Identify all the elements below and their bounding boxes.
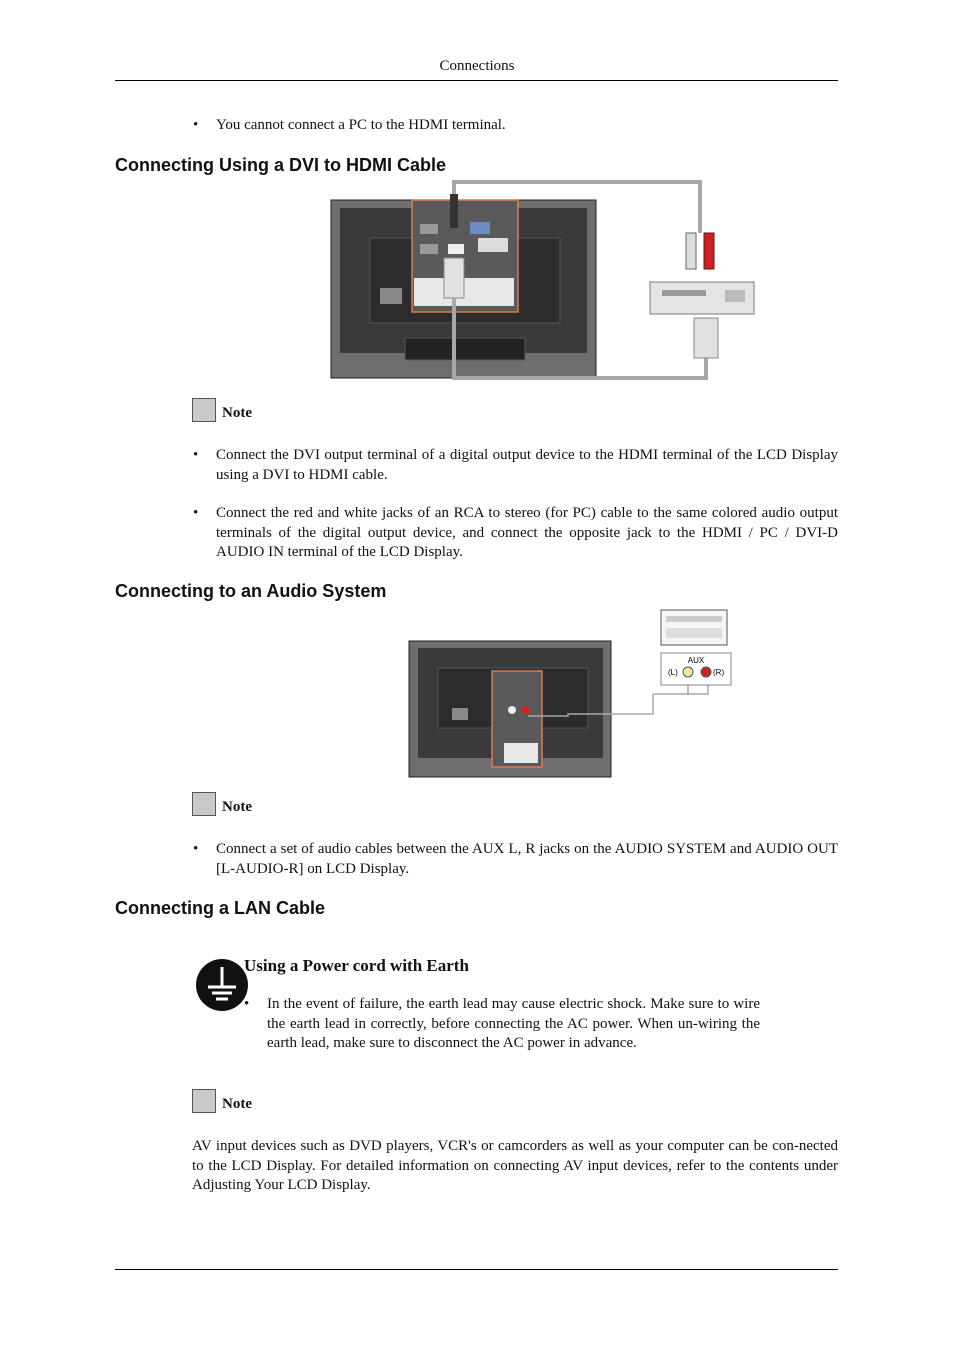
aux-right-label: (R)	[713, 668, 725, 677]
aux-label: AUX	[687, 656, 705, 665]
note-icon	[192, 1089, 216, 1113]
heading-lan-cable: Connecting a LAN Cable	[115, 898, 326, 918]
dvi-bullet-2-text: Connect the red and white jacks of an RCA to stereo (for PC) cable to the same colored audio output terminals of the digital output device, and connect the opposite jack to the HDMI / PC / DVI-D AUDIO IN terminal of the LCD Display.	[216, 505, 838, 560]
earth-ground-icon	[194, 957, 250, 1013]
note-label: Note	[222, 1096, 252, 1112]
audio-system-diagram	[408, 608, 733, 780]
note-dvi	[192, 398, 252, 422]
footer-rule	[115, 1269, 838, 1270]
dvi-bullet-2: • Connect the red and white jacks of an RCA to stereo (for PC) cable to the same colored audio output terminals of the digital output device, and connect the opposite jack to the HDMI / PC / DVI-D AUDIO IN terminal of the LCD Display.	[193, 505, 838, 560]
earth-bullet-text: In the event of failure, the earth lead may cause electric shock. Make sure to wire the earth lead in correctly, before connecting the AC power. When un-wiring the earth lead, make sure to disconnect the AC power in advance.	[267, 996, 760, 1051]
intro-bullet: • You cannot connect a PC to the HDMI terminal.	[193, 117, 506, 133]
note-lan	[192, 1089, 252, 1113]
intro-bullet-text: You cannot connect a PC to the HDMI terminal.	[216, 117, 506, 133]
audio-bullet-1-text: Connect a set of audio cables between the AUX L, R jacks on the AUDIO SYSTEM and AUDIO OUT [L-AUDIO-R] on LCD Display.	[216, 841, 838, 877]
lan-note-text: AV input devices such as DVD players, VCR's or camcorders as well as your computer can be con-nected to the LCD Display. For detailed information on connecting AV input devices, refer to the contents under Adjusting Your LCD Display.	[192, 1138, 838, 1193]
header-rule	[115, 80, 838, 81]
heading-dvi-to-hdmi: Connecting Using a DVI to HDMI Cable	[115, 155, 447, 175]
note-audio	[192, 792, 252, 816]
dvd-player	[650, 282, 754, 314]
earth-bullet: • In the event of failure, the earth lead may cause electric shock. Make sure to wire the earth lead in correctly, before connecting the AC power. When un-wiring the earth lead, make sure to disconnect the AC power in advance.	[244, 996, 760, 1051]
note-icon	[192, 398, 216, 422]
earth-title: Using a Power cord with Earth	[244, 956, 469, 975]
audio-bullet-1: • Connect a set of audio cables between the AUX L, R jacks on the AUDIO SYSTEM and AUDIO OUT [L-AUDIO-R] on LCD Display.	[193, 841, 838, 877]
audio-system-device	[661, 610, 727, 645]
running-header: Connections	[439, 58, 515, 74]
aux-left-label: (L)	[668, 668, 678, 677]
dvi-hdmi-diagram	[330, 178, 760, 392]
dvi-bullet-1-text: Connect the DVI output terminal of a digital output device to the HDMI terminal of the LCD Display using a DVI to HDMI cable.	[216, 447, 838, 483]
note-icon	[192, 792, 216, 816]
dvi-bullet-1: • Connect the DVI output terminal of a digital output device to the HDMI terminal of the LCD Display using a DVI to HDMI cable.	[193, 447, 838, 483]
heading-audio-system: Connecting to an Audio System	[115, 581, 387, 601]
note-label: Note	[222, 799, 252, 815]
note-label: Note	[222, 405, 252, 421]
